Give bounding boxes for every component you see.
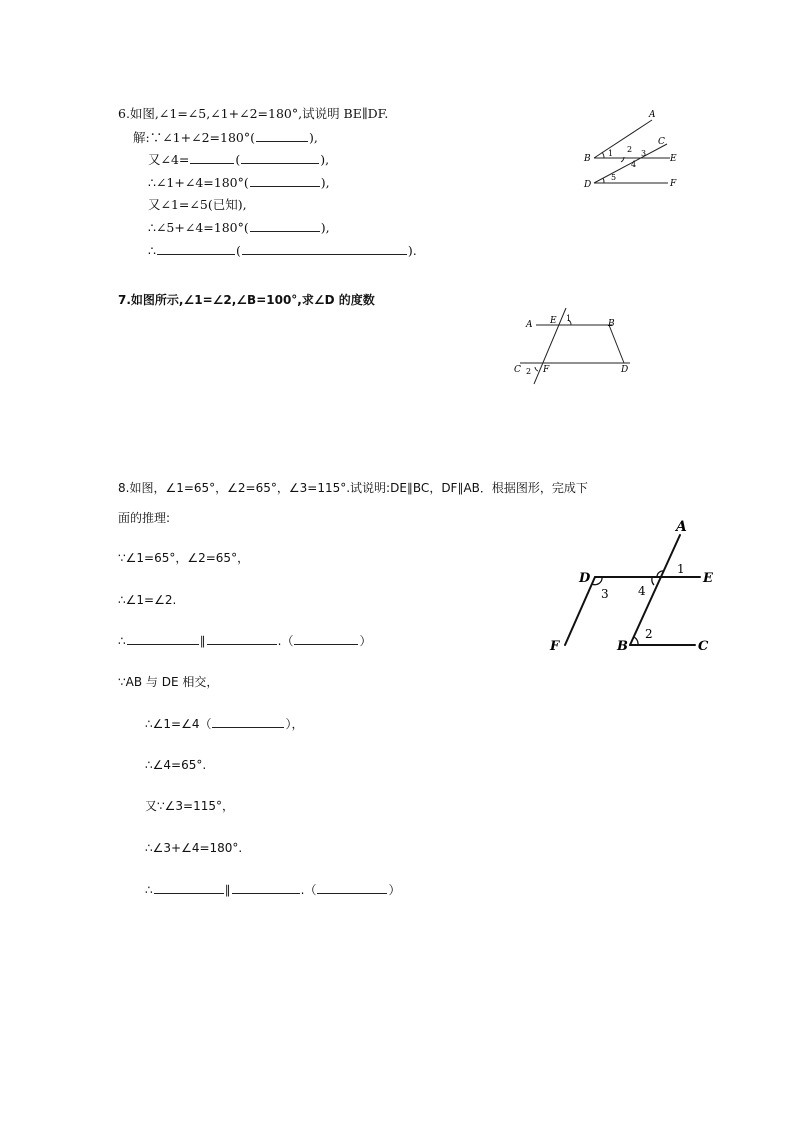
angle-label-5: 5 (611, 173, 617, 182)
q8-line-3-parallel: ∥ (199, 634, 206, 648)
q6-line-2-paren: ( (235, 152, 241, 167)
label-d: D (584, 180, 592, 190)
q6-line-6-paren: ( (235, 243, 241, 258)
q8-line-8: ∴∠3+∠4=180°. (145, 841, 243, 855)
label-e: E (550, 316, 557, 326)
answer-blank[interactable] (250, 219, 320, 232)
label-e: E (670, 154, 677, 164)
q6-line-1-end: ), (309, 130, 318, 145)
answer-blank[interactable] (154, 881, 224, 894)
label-b: B (617, 639, 628, 654)
q8-line-5 (145, 715, 304, 732)
label-c: C (658, 137, 665, 147)
answer-blank[interactable] (212, 715, 284, 728)
answer-blank[interactable] (190, 151, 234, 164)
q8-figure (545, 515, 720, 660)
q8-line-6: ∴∠4=65°. (145, 758, 207, 772)
q8-line-9-text: ∴ (145, 883, 153, 897)
q8-line-3-text: ∴ (118, 634, 126, 648)
angle-label-3: 3 (601, 587, 609, 601)
answer-blank[interactable] (250, 174, 320, 187)
q8-line-5-end: ）， (285, 717, 304, 731)
angle-label-1: 1 (566, 314, 572, 323)
q6-line-6-text: ∴ (148, 243, 156, 258)
q8-line-3-end: ） (359, 634, 372, 648)
angle-label-2: 2 (526, 367, 532, 376)
answer-blank[interactable] (241, 151, 319, 164)
angle-label-1: 1 (677, 562, 685, 576)
line-df (565, 577, 595, 645)
angle-label-4: 4 (638, 584, 646, 598)
q8-line-3 (118, 632, 371, 649)
q6-line-3-text: ∴∠1+∠4=180°( (148, 175, 249, 190)
q8-line-9 (145, 881, 400, 898)
q6-line-3-end: ), (320, 175, 330, 190)
q7-title: 7.如图所示,∠1=∠2,∠B=100°,求∠D 的度数 (118, 293, 375, 307)
q6-line-1 (133, 129, 318, 146)
label-d: D (579, 571, 591, 586)
q6-line-1-text: 解:∵∠1+∠2=180°( (133, 130, 255, 145)
q6-line-5-end: ), (320, 220, 330, 235)
label-a: A (526, 320, 533, 330)
q6-line-6 (148, 242, 417, 259)
answer-blank[interactable] (127, 632, 199, 645)
label-f: F (670, 179, 677, 189)
q6-title: 6.如图,∠1=∠5,∠1+∠2=180°,试说明 BE∥DF. (118, 106, 389, 121)
q8-line-7: 又∵∠3=115°， (145, 799, 234, 813)
q8-line-3-paren: .（ (277, 634, 294, 648)
answer-blank[interactable] (317, 881, 387, 894)
label-f: F (550, 639, 560, 654)
label-a: A (649, 110, 656, 120)
q8-title-cont: 面的推理: (118, 511, 171, 525)
q8-title: 8.如图，∠1=65°，∠2=65°，∠3=115°.试说明:DE∥BC，DF∥AB．根据图形，完成下 (118, 481, 588, 495)
angle-arc-4 (652, 578, 654, 585)
q6-line-2 (148, 151, 329, 168)
angle-arc-2 (535, 367, 538, 371)
q6-line-5-text: ∴∠5+∠4=180°( (148, 220, 249, 235)
q8-line-4: ∵AB 与 DE 相交， (118, 675, 219, 689)
q8-line-9-parallel: ∥ (224, 883, 231, 897)
q6-line-2-end: ), (320, 152, 330, 167)
label-b: B (608, 319, 615, 329)
q6-line-3 (148, 174, 330, 191)
angle-label-3: 3 (641, 149, 647, 158)
angle-arc-1 (602, 152, 604, 158)
q6-line-5 (148, 219, 330, 236)
answer-blank[interactable] (207, 632, 277, 645)
q6-line-2-text: 又∠4= (148, 152, 190, 167)
answer-blank[interactable] (294, 632, 358, 645)
q8-line-9-end: ） (388, 883, 401, 897)
q6-line-4: 又∠1=∠5(已知), (148, 197, 247, 212)
label-d: D (621, 365, 629, 375)
label-c: C (698, 639, 709, 654)
line-bd (609, 325, 624, 363)
q8-line-5-text: ∴∠1=∠4（ (145, 717, 212, 731)
q7-figure (508, 300, 638, 390)
answer-blank[interactable] (157, 242, 235, 255)
angle-arc-2 (634, 637, 638, 645)
angle-label-1: 1 (608, 149, 614, 158)
q8-line-9-paren: .（ (300, 883, 317, 897)
answer-blank[interactable] (256, 129, 308, 142)
angle-label-2: 2 (627, 145, 633, 154)
label-c: C (514, 365, 521, 375)
label-b: B (584, 154, 591, 164)
q8-line-2: ∴∠1=∠2. (118, 593, 177, 607)
label-f: F (543, 365, 550, 375)
angle-arc-5 (603, 178, 604, 183)
q8-line-1: ∵∠1=65°，∠2=65°， (118, 551, 250, 565)
label-a: A (676, 519, 687, 535)
angle-label-4: 4 (631, 160, 637, 169)
answer-blank[interactable] (232, 881, 300, 894)
answer-blank[interactable] (242, 242, 407, 255)
q6-figure (575, 102, 695, 197)
angle-label-2: 2 (645, 627, 653, 641)
q6-line-6-end: ). (407, 243, 417, 258)
label-e: E (703, 571, 713, 586)
